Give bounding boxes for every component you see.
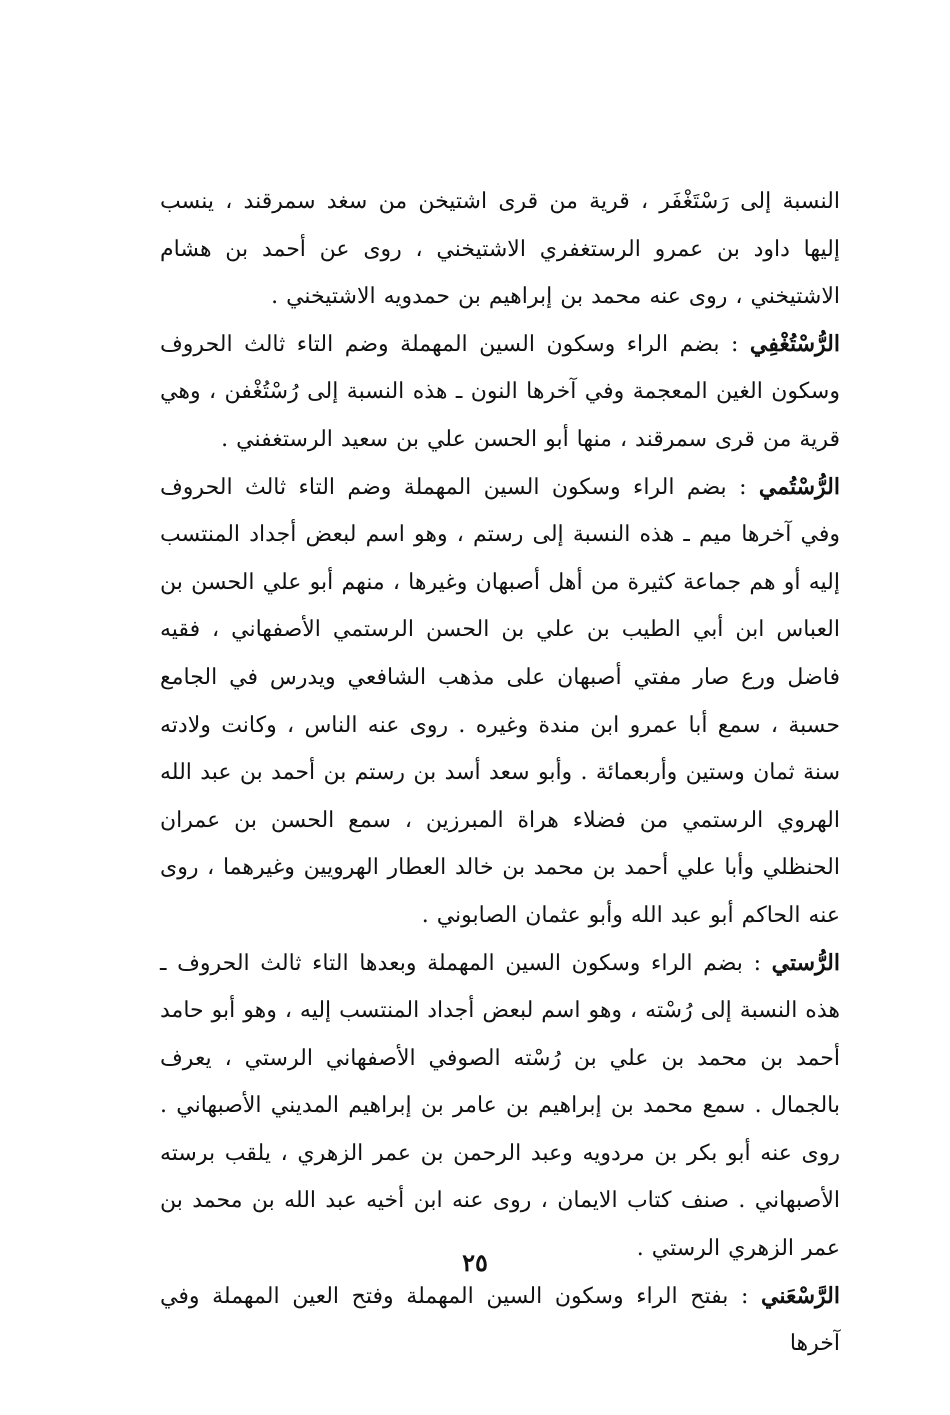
entry-rasani [160,1273,840,1368]
body-text [160,178,840,1368]
paragraph-text: النسبة إلى رَسْتَغْفَر ، قرية من قرى اشتيخن من سغد سمرقند ، ينسب إليها داود بن عمرو الرستغفري الاشتيخني ، روى عن أحمد بن هشام الاشتيخني ، روى عنه محمد بن إبراهيم بن حمدويه الاشتيخني . [160,189,840,310]
entry-heading: الرُّستي [771,949,840,976]
paragraph-rastaghfar [160,178,840,321]
entry-rustumi [160,464,840,940]
entry-text: : بضم الراء وسكون السين المهملة وبعدها التاء ثالث الحروف ـ هذه النسبة إلى رُسْته ، وهو اسم لبعض أجداد المنتسب إليه ، وهو أبو حامد أحمد بن محمد بن علي بن رُسْته الصوفي الأصفهاني الرستي ، يعرف بالجمال . سمع محمد بن إبراهيم بن عامر بن إبراهيم المديني الأصبهاني . روى عنه أبو بكر بن مردويه وعبد الرحمن بن عمر الزهري ، يلقب برسته الأصبهاني . صنف كتاب الايمان ، روى عنه ابن أخيه عبد الله بن محمد بن عمر الزهري الرستي . [160,950,840,1262]
entry-heading: الرَّسْعَني [761,1282,840,1309]
entry-text: : بضم الراء وسكون السين المهملة وضم التاء ثالث الحروف وفي آخرها ميم ـ هذه النسبة إلى رستم ، وهو اسم لبعض أجداد المنتسب إليه أو هم جماعة كثيرة من أهل أصبهان وغيرها ، منهم أبو علي الحسن بن العباس ابن أبي الطيب بن علي بن الحسن الرستمي الأصفهاني ، فقيه فاضل ورع صار مفتي أصبهان على مذهب الشافعي ويدرس في الجامع حسبة ، سمع أبا عمرو ابن مندة وغيره . روى عنه الناس ، وكانت ولادته سنة ثمان وستين وأربعمائة . وأبو سعد أسد بن رستم بن أحمد بن عبد الله الهروي الرستمي من فضلاء هراة المبرزين ، سمع الحسن بن عمران الحنظلي وأبا علي أحمد بن محمد بن خالد العطار الهرويين وغيرهما ، روى عنه الحاكم أبو عبد الله وأبو عثمان الصابوني . [160,474,840,928]
entry-rusti [160,940,840,1273]
entry-text: : بضم الراء وسكون السين المهملة وضم التاء ثالث الحروف وسكون الغين المعجمة وفي آخرها النون ـ هذه النسبة إلى رُسْتُغْفن ، وهي قرية من قرى سمرقند ، منها أبو الحسن علي بن سعيد الرستغفني . [160,331,840,452]
page-number: ٢٥ [462,1248,488,1277]
entry-rustughfi [160,321,840,464]
entry-heading: الرُّسْتُغْفِي [749,330,840,357]
entry-heading: الرُّسْتُمي [758,473,840,500]
entry-text: : بفتح الراء وسكون السين المهملة وفتح العين المهملة وفي آخرها [160,1283,840,1357]
